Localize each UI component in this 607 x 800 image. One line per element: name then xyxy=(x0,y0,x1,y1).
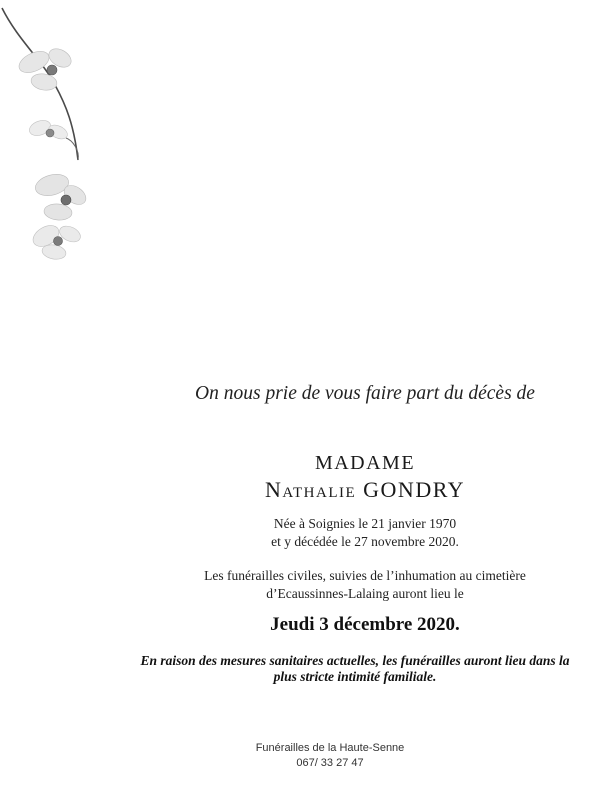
deceased-honorific: MADAME xyxy=(314,452,416,474)
funeral-info xyxy=(150,567,580,603)
funeral-date: Jeudi 3 décembre 2020. xyxy=(270,614,460,635)
funeral-line-2: d’Ecaussinnes-Lalaing auront lieu le xyxy=(266,586,464,601)
notice-line-1: En raison des mesures sanitaires actuelles, les funérailles auront lieu dans la xyxy=(140,653,570,668)
announcement-text: On nous prie de vous faire part du décès de xyxy=(195,383,535,404)
death-line: et y décédée le 27 novembre 2020. xyxy=(271,534,459,549)
deceased-last-name: GONDRY xyxy=(363,477,466,502)
orchid-flower xyxy=(33,171,89,221)
orchid-flower xyxy=(29,221,83,261)
birth-death-info xyxy=(150,515,580,551)
notice-line-2: plus stricte intimité familiale. xyxy=(273,669,437,684)
funeral-home-name: Funérailles de la Haute-Senne xyxy=(255,742,405,754)
birth-line: Née à Soignies le 21 janvier 1970 xyxy=(273,516,457,531)
funeral-home-phone: 067/ 33 27 47 xyxy=(296,757,364,769)
deceased-first-name: Nathalie xyxy=(264,477,357,502)
orchid-decoration xyxy=(0,0,110,270)
deceased-name xyxy=(150,477,580,503)
funeral-line-1: Les funérailles civiles, suivies de l’inhumation au cimetière xyxy=(204,568,526,583)
funeral-home-footer xyxy=(230,741,430,771)
sanitary-notice xyxy=(120,653,590,685)
orchid-flower xyxy=(27,118,69,142)
